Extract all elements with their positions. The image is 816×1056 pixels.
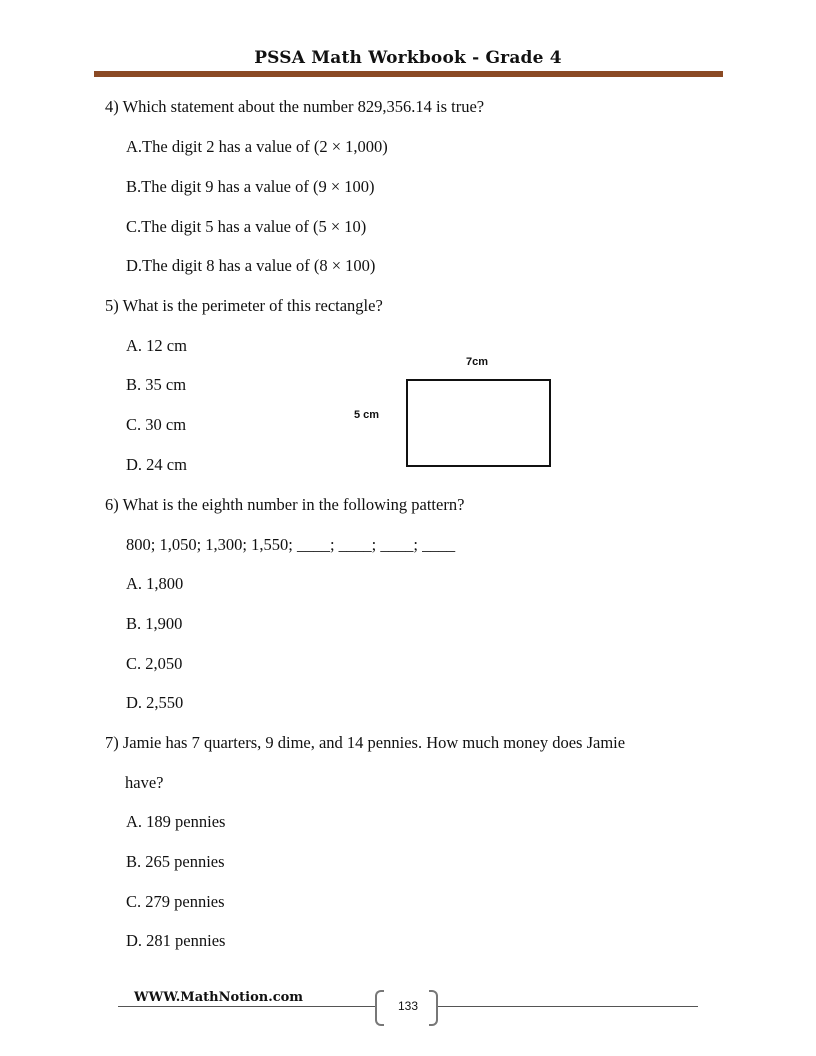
question-4-option-a: A.The digit 2 has a value of (2 × 1,000) [126,137,388,156]
question-6-option-b: B. 1,900 [126,614,183,633]
page-number-bracket-left [375,990,384,1026]
page-number: 133 [397,999,419,1013]
footer-url: WWW.MathNotion.com [134,990,304,1005]
question-7-option-a: A. 189 pennies [126,812,226,831]
header-rule [94,71,723,77]
question-5-option-c: C. 30 cm [126,415,187,434]
question-5-option-b: B. 35 cm [126,375,187,394]
footer-rule-right [438,1006,698,1007]
question-4-option-d: D.The digit 8 has a value of (8 × 100) [126,256,376,275]
question-7-option-c: C. 279 pennies [126,892,225,911]
question-6: 6) What is the eighth number in the following pattern? [105,495,465,514]
question-6-pattern: 800; 1,050; 1,300; 1,550; ____; ____; ____; ____ [126,535,456,554]
rectangle-height-label: 5 cm [354,409,380,421]
question-5: 5) What is the perimeter of this rectangle? [105,296,383,315]
question-7: 7) Jamie has 7 quarters, 9 dime, and 14 pennies. How much money does Jamie [105,733,626,752]
rectangle-figure [406,379,551,467]
question-5-option-a: A. 12 cm [126,336,187,355]
question-6-option-d: D. 2,550 [126,693,184,712]
question-4-option-c: C.The digit 5 has a value of (5 × 10) [126,217,367,236]
question-6-option-a: A. 1,800 [126,574,184,593]
question-7-option-b: B. 265 pennies [126,852,225,871]
footer-rule-left [118,1006,376,1007]
question-7-continuation: have? [125,773,164,792]
question-5-option-d: D. 24 cm [126,455,187,474]
question-6-option-c: C. 2,050 [126,654,183,673]
question-7-option-d: D. 281 pennies [126,931,226,950]
question-4: 4) Which statement about the number 829,356.14 is true? [105,97,485,116]
page-header-title: PSSA Math Workbook - Grade 4 [254,48,562,68]
rectangle-width-label: 7cm [466,356,489,368]
page-number-bracket-right [429,990,438,1026]
question-4-option-b: B.The digit 9 has a value of (9 × 100) [126,177,375,196]
